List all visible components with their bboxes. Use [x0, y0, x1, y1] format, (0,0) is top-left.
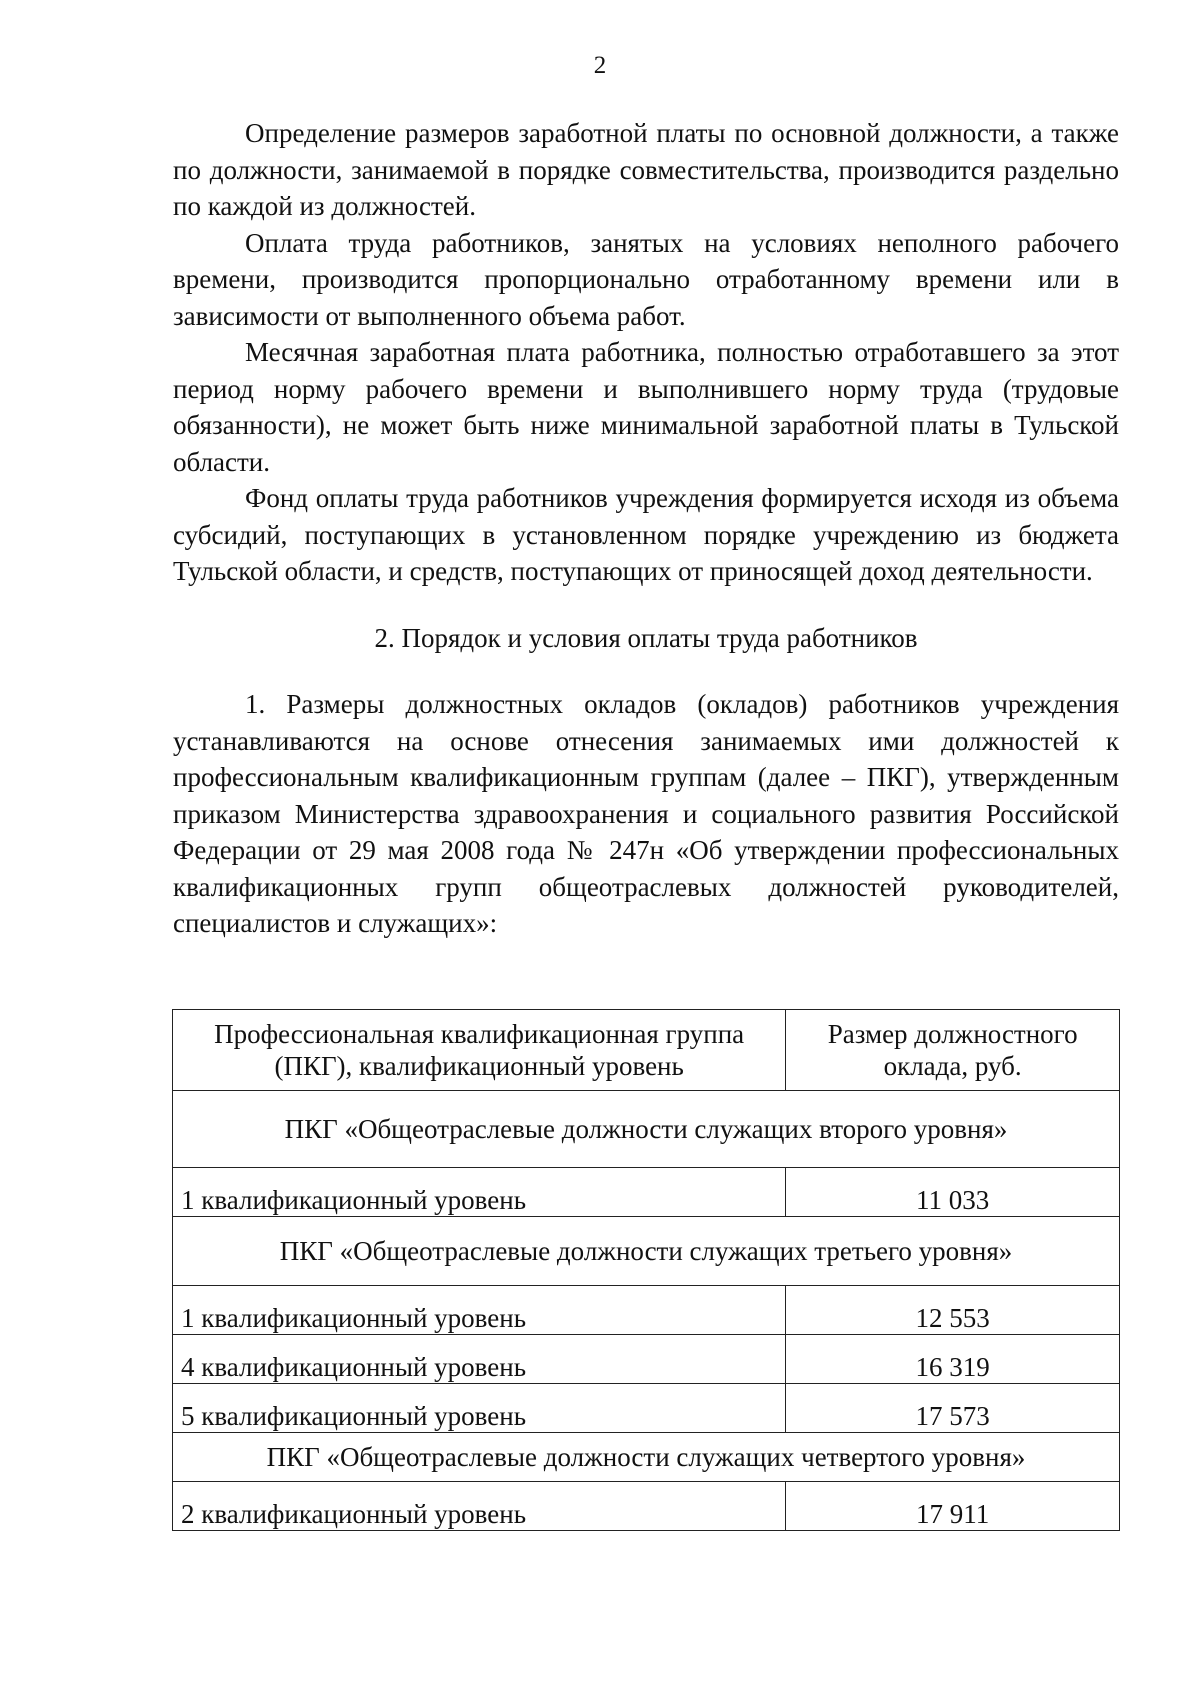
level-cell: 1 квалификационный уровень — [173, 1168, 786, 1217]
paragraph: Определение размеров заработной платы по основной должности, а также по должности, занимаемой в порядке совместительства, производится раздельно по каждой из должностей. — [173, 118, 1119, 221]
header-group-level: Профессиональная квалификационная группа (ПКГ), квалификационный уровень — [173, 1010, 786, 1091]
salary-cell: 12 553 — [786, 1286, 1120, 1335]
document-body — [173, 115, 1119, 942]
group-row — [173, 1217, 1120, 1286]
section-paragraph: 1. Размеры должностных окладов (окладов) работников учреждения устанавливаются на основе отнесения занимаемых ими должностей к профессиональным квалификационным группам (далее – ПКГ), утвержденным приказом Министерства здравоохранения и социального развития Российской Федерации от 29 мая 2008 года № 247н «Об утверждении профессиональных квалификационных групп общеотраслевых должностей руководителей, специалистов и служащих»: — [173, 689, 1119, 938]
salary-cell: 16 319 — [786, 1335, 1120, 1384]
section-heading: 2. Порядок и условия оплаты труда работников — [374, 622, 918, 653]
page-number: 2 — [593, 52, 607, 79]
table-row — [173, 1335, 1120, 1384]
group-title: ПКГ «Общеотраслевые должности служащих третьего уровня» — [173, 1217, 1120, 1286]
paragraph: Месячная заработная плата работника, полностью отработавшего за этот период норму рабочего времени и выполнившего норму труда (трудовые обязанности), не может быть ниже минимальной заработной платы в Тульской области. — [173, 337, 1119, 477]
salary-table — [172, 1009, 1120, 1531]
table-row — [173, 1384, 1120, 1433]
group-title: ПКГ «Общеотраслевые должности служащих второго уровня» — [173, 1091, 1120, 1168]
level-cell: 5 квалификационный уровень — [173, 1384, 786, 1433]
level-cell: 4 квалификационный уровень — [173, 1335, 786, 1384]
table-row — [173, 1286, 1120, 1335]
table-row — [173, 1168, 1120, 1217]
header-salary: Размер должностного оклада, руб. — [786, 1010, 1120, 1091]
salary-cell: 17 573 — [786, 1384, 1120, 1433]
group-title: ПКГ «Общеотраслевые должности служащих четвертого уровня» — [173, 1433, 1120, 1482]
salary-cell: 17 911 — [786, 1482, 1120, 1531]
level-cell: 1 квалификационный уровень — [173, 1286, 786, 1335]
salary-cell: 11 033 — [786, 1168, 1120, 1217]
table-header-row — [173, 1010, 1120, 1091]
paragraph: Оплата труда работников, занятых на условиях неполного рабочего времени, производится пропорционально отработанному времени или в зависимости от выполненного объема работ. — [173, 227, 1119, 331]
group-row — [173, 1433, 1120, 1482]
level-cell: 2 квалификационный уровень — [173, 1482, 786, 1531]
table-row — [173, 1482, 1120, 1531]
paragraph: Фонд оплаты труда работников учреждения формируется исходя из объема субсидий, поступающих в установленном порядке учреждению из бюджета Тульской области, и средств, поступающих от приносящей доход деятельности. — [173, 483, 1119, 586]
group-row — [173, 1091, 1120, 1168]
